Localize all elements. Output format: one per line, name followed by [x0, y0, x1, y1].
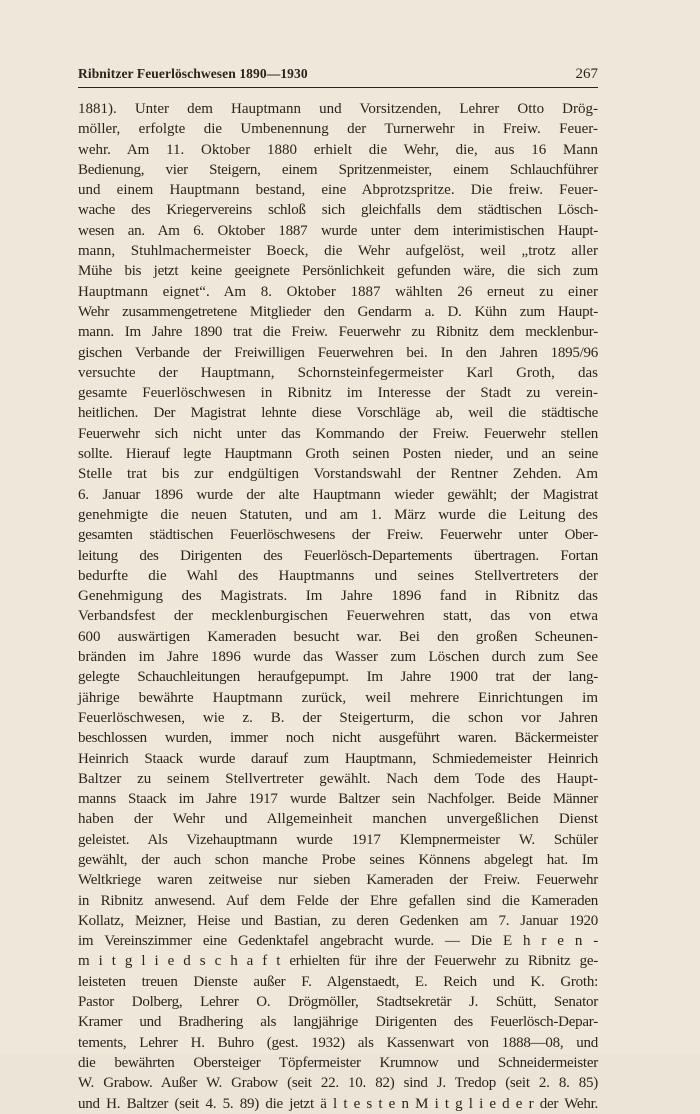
text-line: Stelle trat bis zur endgültigen Vorstandswahl der Rentner Zehden. Am	[78, 466, 598, 483]
text-line: gesamten städtischen Feuerlöschwesens der Freiw. Feuerwehr unter Ober-	[78, 527, 598, 544]
text-line: Feuerlöschwesen, wie z. B. der Steigerturm, die schon vor Jahren	[78, 709, 598, 726]
text-line: W. Grabow. Außer W. Grabow (seit 22. 10. 82) sind J. Tredop (seit 2. 8. 85)	[78, 1075, 598, 1092]
text-line: und H. Baltzer (seit 4. 5. 89) die jetzt ä l t e s t e n M i t g l i e d e r der Wehr.	[78, 1095, 598, 1112]
text-line: und einem Hauptmann bestand, eine Abprotzspritze. Die freiw. Feuer-	[78, 182, 598, 199]
body-paragraph	[78, 99, 598, 1114]
text-line: in Ribnitz anwesend. Auf dem Felde der Ehre gefallen sind die Kameraden	[78, 892, 598, 909]
text-line: Wehr zusammengetretene Mitglieder den Gendarm a. D. Kühn zum Haupt-	[78, 303, 598, 320]
text-line: Feuerwehr sich nicht unter das Kommando der Freiw. Feuerwehr stellen	[78, 425, 598, 442]
text-line: genehmigte die neuen Statuten, und am 1. März wurde die Leitung des	[78, 506, 598, 523]
text-line: 1881). Unter dem Hauptmann und Vorsitzenden, Lehrer Otto Drög-	[78, 101, 598, 117]
text-line: heitlichen. Der Magistrat lehnte diese Vorschläge ab, weil die städtische	[78, 405, 598, 422]
page-number: 267	[575, 66, 598, 82]
text-line: versuchte der Hauptmann, Schornsteinfegermeister Karl Groth, das	[78, 364, 598, 381]
text-line: m i t g l i e d s c h a f t erhielten für ihre der Feuerwehr zu Ribnitz ge-	[78, 953, 598, 970]
text-line: geleistet. Als Vizehauptmann wurde 1917 Klempnermeister W. Schüler	[78, 831, 598, 848]
text-line: jährige bewährte Hauptmann zurück, weil mehrere Einrichtungen im	[78, 689, 598, 706]
text-line: beschlossen wurden, immer noch nicht ausgeführt waren. Bäckermeister	[78, 730, 598, 747]
text-line: Genehmigung des Magistrats. Im Jahre 1896 fand in Ribnitz das	[78, 588, 598, 605]
text-line: Verbandsfest der mecklenburgischen Feuerwehren statt, das von etwa	[78, 608, 598, 625]
text-line: 6. Januar 1896 wurde der alte Hauptmann wieder gewählt; der Magistrat	[78, 486, 598, 503]
text-line: die bewährten Obersteiger Töpfermeister Krumnow und Schneidermeister	[78, 1054, 598, 1071]
text-line: haben der Wehr und Allgemeinheit manchen unvergeßlichen Dienst	[78, 811, 598, 828]
text-line: gelegte Schauchleitungen heraufgepumpt. Im Jahre 1900 trat der lang-	[78, 669, 598, 686]
text-line: sollte. Hierauf legte Hauptmann Groth seinen Posten nieder, und an seine	[78, 446, 598, 463]
text-line: leisteten treuen Dienste außer F. Algenstaedt, E. Reich und K. Groth:	[78, 973, 598, 990]
text-line: leitung des Dirigenten des Feuerlösch-Departements übertragen. Fortan	[78, 547, 598, 564]
text-line: Weltkriege waren zeitweise nur sieben Kameraden der Freiw. Feuerwehr	[78, 872, 598, 889]
text-line: bränden im Jahre 1896 wurde das Wasser zum Löschen durch zum See	[78, 649, 598, 666]
text-line: Mühe bis jetzt keine geeignete Persönlichkeit gefunden wäre, die sich zum	[78, 263, 598, 280]
text-line: Hauptmann eignet“. Am 8. Oktober 1887 wählten 26 erneut zu einer	[78, 283, 598, 300]
text-line: manns Staack im Jahre 1917 wurde Baltzer sein Nachfolger. Beide Männer	[78, 791, 598, 808]
text-line: mann, Stuhlmachermeister Boeck, die Wehr aufgelöst, weil „trotz aller	[78, 243, 598, 260]
text-line: möller, erfolgte die Umbenennung der Turnerwehr in Freiw. Feuer-	[78, 121, 598, 138]
text-line: wache des Kriegervereins schloß sich gleichfalls dem städtischen Lösch-	[78, 202, 598, 219]
text-line: 600 auswärtigen Kameraden besucht war. Bei den großen Scheunen-	[78, 628, 598, 645]
text-line: Kramer und Bradhering als langjährige Dirigenten des Feuerlösch-Depar-	[78, 1014, 598, 1031]
text-line: gischen Verbande der Freiwilligen Feuerwehren bei. In den Jahren 1895/96	[78, 344, 598, 361]
text-line: Pastor Dolberg, Lehrer O. Drögmöller, Stadtsekretär J. Schütt, Senator	[78, 994, 598, 1011]
text-line: Baltzer zu seinem Stellvertreter gewählt. Nach dem Tode des Haupt-	[78, 770, 598, 787]
text-line: wehr. Am 11. Oktober 1880 erhielt die Wehr, die, aus 16 Mann	[78, 141, 598, 158]
text-line: gesamte Feuerlöschwesen in Ribnitz im Interesse der Stadt zu verein-	[78, 385, 598, 402]
text-line: bedurfte die Wahl des Hauptmanns und seines Stellvertreters der	[78, 567, 598, 584]
text-line: Kollatz, Meizner, Heise und Bastian, zu deren Gedenken am 7. Januar 1920	[78, 912, 598, 929]
text-line: mann. Im Jahre 1890 trat die Freiw. Feuerwehr zu Ribnitz dem mecklenbur-	[78, 324, 598, 341]
text-line: Heinrich Staack wurde darauf zum Hauptmann, Schmiedemeister Heinrich	[78, 750, 598, 767]
text-line: tements, Lehrer H. Buhro (gest. 1932) als Kassenwart von 1888—08, und	[78, 1034, 598, 1051]
text-line: gewählt, der auch schon manche Probe seines Könnens abgelegt hat. Im	[78, 851, 598, 868]
running-head-title: Ribnitzer Feuerlöschwesen 1890—1930	[78, 66, 308, 81]
running-head	[78, 66, 598, 84]
text-line: im Vereinszimmer eine Gedenktafel angebracht wurde. — Die E h r e n -	[78, 933, 598, 950]
text-line: wesen an. Am 6. Oktober 1887 wurde unter dem interimistischen Haupt-	[78, 222, 598, 239]
header-rule	[78, 87, 598, 88]
text-line: Bedienung, vier Steigern, einem Spritzenmeister, einem Schlauchführer	[78, 161, 598, 178]
